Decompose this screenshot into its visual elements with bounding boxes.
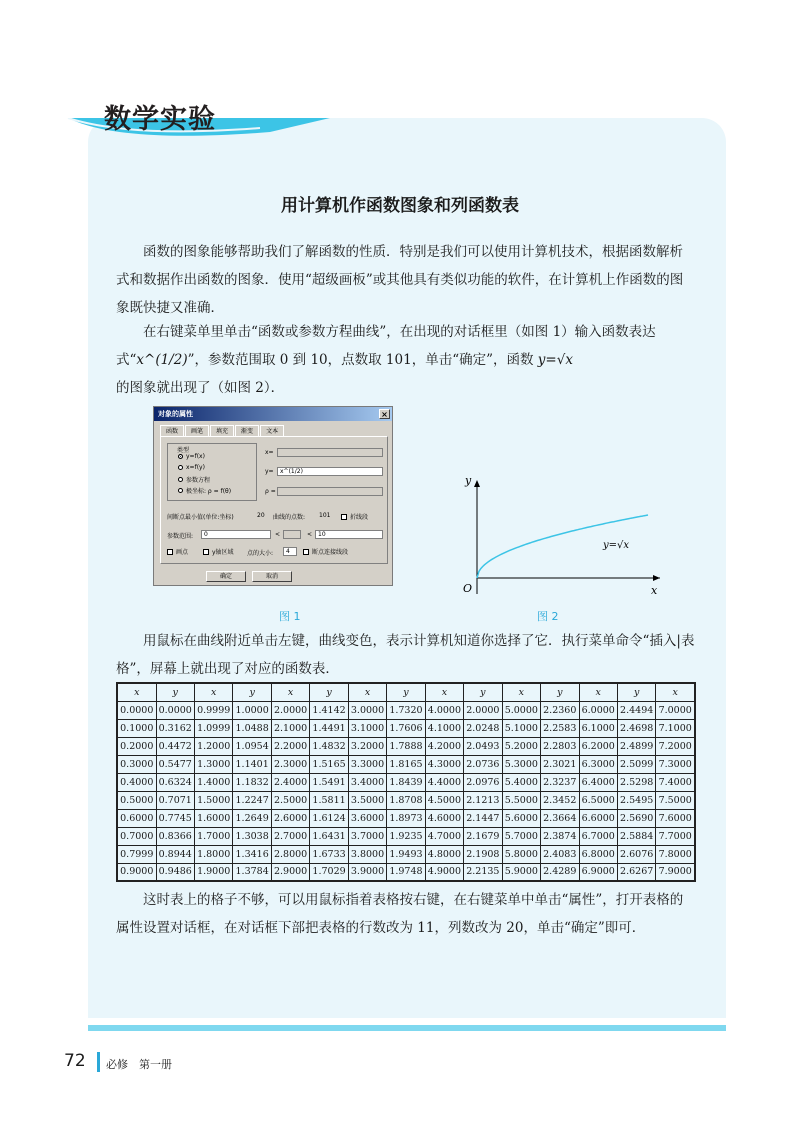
- radio-label: 极坐标: ρ = f(θ): [186, 488, 232, 495]
- table-cell: 1.2000: [194, 737, 232, 755]
- table-cell: 2.1447: [464, 809, 502, 827]
- table-row: [117, 791, 695, 809]
- table-cell: 1.3000: [194, 755, 232, 773]
- table-cell: 1.5000: [194, 791, 232, 809]
- points-value[interactable]: 101: [319, 512, 331, 519]
- table-cell: 3.4000: [348, 773, 386, 791]
- table-cell: 7.1000: [656, 719, 695, 737]
- y-arrow-icon: [474, 480, 480, 487]
- table-row: [117, 719, 695, 737]
- table-cell: 4.4000: [425, 773, 463, 791]
- section-title: 数学实验: [104, 104, 216, 135]
- table-header-cell: x: [117, 683, 156, 701]
- y-region-checkbox[interactable]: [203, 547, 234, 556]
- table-header-cell: x: [502, 683, 540, 701]
- table-cell: 6.9000: [579, 863, 617, 881]
- table-cell: 1.1401: [233, 755, 271, 773]
- table-cell: 2.3664: [541, 809, 579, 827]
- table-cell: 5.7000: [502, 827, 540, 845]
- table-row: [117, 809, 695, 827]
- table-cell: 2.2803: [541, 737, 579, 755]
- table-cell: 1.0000: [233, 701, 271, 719]
- table-cell: 2.2000: [271, 737, 309, 755]
- checkbox-icon: [303, 549, 309, 555]
- table-cell: 0.7000: [117, 827, 156, 845]
- paragraph-instructions: [116, 318, 696, 402]
- paragraph-2: [116, 318, 696, 374]
- curve-label: y=√x: [603, 540, 630, 551]
- range-from-field[interactable]: 0: [201, 530, 271, 539]
- paragraph-1: 函数的图象能够帮助我们了解函数的性质．特别是我们可以使用计算机技术，根据函数解析式和数据作出函数的图象．使用“超级画板”或其他具有类似功能的软件，在计算机上作函数的图象既快捷又准确．: [116, 244, 684, 316]
- table-cell: 1.6000: [194, 809, 232, 827]
- connect-checkbox[interactable]: [303, 547, 348, 556]
- x-field[interactable]: [277, 448, 383, 457]
- table-cell: 5.6000: [502, 809, 540, 827]
- less-than-1: <: [275, 531, 281, 538]
- expression: x^(1/2): [136, 352, 188, 368]
- table-header-cell: y: [233, 683, 271, 701]
- table-cell: 3.1000: [348, 719, 386, 737]
- table-cell: 1.9235: [387, 827, 425, 845]
- paragraph-2-end: 的图象就出现了（如图 2）．: [116, 380, 285, 396]
- table-row: [117, 827, 695, 845]
- table-cell: 1.6431: [310, 827, 348, 845]
- table-cell: 1.0954: [233, 737, 271, 755]
- table-cell: 2.6000: [271, 809, 309, 827]
- paragraph-4: 这时表上的格子不够，可以用鼠标指着表格按右键，在右键菜单中单击“属性”，打开表格的属性设置对话框，在对话框下部把表格的行数改为 11，列数改为 20，单击“确定”即可．: [116, 892, 684, 936]
- table-cell: 0.6000: [117, 809, 156, 827]
- points-label: 曲线的点数:: [273, 514, 306, 521]
- polyline-label: 折线段: [350, 514, 369, 521]
- table-cell: 2.3874: [541, 827, 579, 845]
- checkbox-icon: [203, 549, 209, 555]
- table-cell: 5.9000: [502, 863, 540, 881]
- table-cell: 2.0248: [464, 719, 502, 737]
- table-cell: 4.8000: [425, 845, 463, 863]
- table-cell: 4.5000: [425, 791, 463, 809]
- table-cell: 0.5477: [156, 755, 194, 773]
- table-row: [117, 737, 695, 755]
- table-cell: 7.2000: [656, 737, 695, 755]
- table-cell: 0.9486: [156, 863, 194, 881]
- table-cell: 5.3000: [502, 755, 540, 773]
- table-cell: 2.5690: [617, 809, 655, 827]
- table-row: [117, 755, 695, 773]
- table-cell: 7.5000: [656, 791, 695, 809]
- paragraph-select: [116, 627, 696, 683]
- table-cell: 7.4000: [656, 773, 695, 791]
- table-cell: 1.4142: [310, 701, 348, 719]
- table-cell: 1.9000: [194, 863, 232, 881]
- table-cell: 1.6124: [310, 809, 348, 827]
- table-cell: 1.0999: [194, 719, 232, 737]
- table-cell: 4.1000: [425, 719, 463, 737]
- table-cell: 4.6000: [425, 809, 463, 827]
- radio-label: 参数方程: [186, 477, 211, 484]
- table-cell: 5.4000: [502, 773, 540, 791]
- table-cell: 4.9000: [425, 863, 463, 881]
- table-cell: 3.6000: [348, 809, 386, 827]
- table-cell: 0.7999: [117, 845, 156, 863]
- table-cell: 1.3416: [233, 845, 271, 863]
- radio-dot-icon: [178, 454, 183, 459]
- table-cell: 2.0000: [464, 701, 502, 719]
- caption-figure-2: 图 2: [537, 610, 559, 623]
- table-header-cell: y: [617, 683, 655, 701]
- table-cell: 1.9748: [387, 863, 425, 881]
- table-cell: 0.7071: [156, 791, 194, 809]
- table-header-cell: y: [156, 683, 194, 701]
- radio-polar[interactable]: [178, 486, 231, 495]
- table-cell: 1.5811: [310, 791, 348, 809]
- table-cell: 2.4494: [617, 701, 655, 719]
- table-cell: 3.5000: [348, 791, 386, 809]
- radio-label: x=f(y): [186, 464, 205, 471]
- table-cell: 2.3237: [541, 773, 579, 791]
- bottom-rule: [88, 1025, 726, 1031]
- table-cell: 0.5000: [117, 791, 156, 809]
- table-cell: 6.5000: [579, 791, 617, 809]
- tab-text[interactable]: 文本: [260, 425, 284, 436]
- page-divider: [97, 1052, 100, 1072]
- tab-fill[interactable]: 填充: [210, 425, 234, 436]
- paragraph-3: 用鼠标在曲线附近单击左键，曲线变色，表示计算机知道你选择了它．执行菜单命令“插入|表格”，屏幕上就出现了对应的函数表．: [116, 633, 695, 677]
- checkbox-icon: [167, 549, 173, 555]
- tab-function[interactable]: 函数: [160, 425, 184, 436]
- table-cell: 0.4000: [117, 773, 156, 791]
- table-cell: 0.9000: [117, 863, 156, 881]
- table-body: [117, 701, 695, 881]
- page-heading: 用计算机作函数图象和列函数表: [281, 196, 519, 216]
- param-field[interactable]: [283, 530, 301, 539]
- table-cell: 6.1000: [579, 719, 617, 737]
- table-cell: 2.8000: [271, 845, 309, 863]
- y-region-label: y轴区域: [212, 549, 234, 556]
- table-cell: 7.6000: [656, 809, 695, 827]
- table-cell: 5.0000: [502, 701, 540, 719]
- table-header-cell: y: [541, 683, 579, 701]
- table-cell: 2.4083: [541, 845, 579, 863]
- draw-points-label: 画点: [176, 549, 189, 556]
- table-cell: 1.7320: [387, 701, 425, 719]
- x-axis-label: x: [651, 584, 658, 597]
- table-cell: 6.7000: [579, 827, 617, 845]
- table-cell: 3.9000: [348, 863, 386, 881]
- radio-dot-icon: [178, 465, 183, 470]
- properties-dialog: [153, 406, 393, 586]
- table-cell: 1.7606: [387, 719, 425, 737]
- table-header-cell: x: [271, 683, 309, 701]
- radio-parametric[interactable]: [178, 475, 210, 484]
- table-cell: 0.8944: [156, 845, 194, 863]
- table-row: [117, 845, 695, 863]
- table-cell: 1.8973: [387, 809, 425, 827]
- checkbox-icon: [341, 514, 347, 520]
- x-label: x=: [265, 449, 274, 456]
- table-cell: 2.0493: [464, 737, 502, 755]
- table-header-cell: y: [464, 683, 502, 701]
- table-cell: 2.4698: [617, 719, 655, 737]
- table-cell: 0.1000: [117, 719, 156, 737]
- table-cell: 2.5099: [617, 755, 655, 773]
- table-cell: 1.7029: [310, 863, 348, 881]
- table-cell: 2.4899: [617, 737, 655, 755]
- table-cell: 1.2649: [233, 809, 271, 827]
- table-cell: 2.6267: [617, 863, 655, 881]
- table-cell: 7.0000: [656, 701, 695, 719]
- table-header-cell: x: [194, 683, 232, 701]
- table-cell: 1.3784: [233, 863, 271, 881]
- table-cell: 0.0000: [117, 701, 156, 719]
- table-cell: 2.2583: [541, 719, 579, 737]
- table-cell: 3.3000: [348, 755, 386, 773]
- table-cell: 6.2000: [579, 737, 617, 755]
- table-cell: 2.4000: [271, 773, 309, 791]
- table-cell: 6.6000: [579, 809, 617, 827]
- table-cell: 4.2000: [425, 737, 463, 755]
- table-cell: 2.2360: [541, 701, 579, 719]
- table-cell: 2.4289: [541, 863, 579, 881]
- close-icon[interactable]: ×: [379, 409, 390, 419]
- table-cell: 1.7000: [194, 827, 232, 845]
- table-cell: 1.8708: [387, 791, 425, 809]
- table-cell: 3.2000: [348, 737, 386, 755]
- table-cell: 0.7745: [156, 809, 194, 827]
- type-group: [167, 443, 257, 501]
- table-cell: 0.4472: [156, 737, 194, 755]
- table-cell: 0.3000: [117, 755, 156, 773]
- table-cell: 2.0000: [271, 701, 309, 719]
- table-cell: 3.8000: [348, 845, 386, 863]
- radio-dot-icon: [178, 488, 183, 493]
- table-header-cell: x: [579, 683, 617, 701]
- radio-x-fy[interactable]: [178, 464, 205, 471]
- table-cell: 3.7000: [348, 827, 386, 845]
- table-cell: 1.5491: [310, 773, 348, 791]
- table-cell: 2.5000: [271, 791, 309, 809]
- draw-points-checkbox[interactable]: [167, 547, 188, 556]
- y-label: y=: [265, 468, 274, 475]
- table-cell: 3.0000: [348, 701, 386, 719]
- para2-part-b: ”，参数范围取 0 到 10，点数取 101，单击“确定”，函数: [187, 352, 538, 368]
- polyline-checkbox[interactable]: [341, 512, 368, 521]
- rho-label: ρ =: [265, 488, 276, 495]
- table-cell: 5.8000: [502, 845, 540, 863]
- table-cell: 2.5495: [617, 791, 655, 809]
- table-cell: 2.3021: [541, 755, 579, 773]
- table-cell: 6.4000: [579, 773, 617, 791]
- table-cell: 2.3000: [271, 755, 309, 773]
- table-cell: 2.5298: [617, 773, 655, 791]
- cancel-button[interactable]: 取消: [252, 571, 292, 582]
- table-cell: 2.0976: [464, 773, 502, 791]
- interval-label: 间断点最小值(单位:坐标): [167, 514, 234, 521]
- table-cell: 2.5884: [617, 827, 655, 845]
- table-cell: 4.0000: [425, 701, 463, 719]
- table-cell: 2.1000: [271, 719, 309, 737]
- page-number: 72: [64, 1051, 86, 1071]
- table-cell: 4.3000: [425, 755, 463, 773]
- table-cell: 1.2247: [233, 791, 271, 809]
- table-cell: 2.1679: [464, 827, 502, 845]
- dialog-titlebar: [154, 407, 392, 421]
- table-cell: 2.3452: [541, 791, 579, 809]
- table-cell: 1.7888: [387, 737, 425, 755]
- table-cell: 7.9000: [656, 863, 695, 881]
- table-cell: 0.2000: [117, 737, 156, 755]
- table-header-cell: y: [387, 683, 425, 701]
- type-group-label: 类型: [177, 447, 190, 454]
- paragraph-resize: [116, 886, 696, 942]
- connect-label: 断点连接线段: [312, 549, 349, 556]
- table-cell: 1.3038: [233, 827, 271, 845]
- dialog-body: [160, 436, 388, 564]
- table-cell: 1.6733: [310, 845, 348, 863]
- table-cell: 0.9999: [194, 701, 232, 719]
- x-arrow-icon: [653, 575, 660, 581]
- radio-label: y=f(x): [186, 453, 205, 460]
- table-cell: 2.7000: [271, 827, 309, 845]
- table-cell: 1.4000: [194, 773, 232, 791]
- table-cell: 2.1908: [464, 845, 502, 863]
- table-cell: 6.0000: [579, 701, 617, 719]
- table-cell: 6.8000: [579, 845, 617, 863]
- range-to-field[interactable]: 10: [315, 530, 383, 539]
- book-label: 必修 第一册: [106, 1058, 172, 1071]
- table-row: [117, 863, 695, 881]
- table-cell: 1.8000: [194, 845, 232, 863]
- table-cell: 4.7000: [425, 827, 463, 845]
- table-header-cell: x: [348, 683, 386, 701]
- table-cell: 2.1213: [464, 791, 502, 809]
- paragraph-intro: [116, 238, 696, 322]
- sqrt-graph: [455, 470, 670, 600]
- range-label: 参数范围:: [167, 533, 194, 540]
- table-cell: 0.3162: [156, 719, 194, 737]
- ok-button[interactable]: 确定: [206, 571, 246, 582]
- point-size-label: 点的大小:: [247, 550, 274, 557]
- table-cell: 1.4491: [310, 719, 348, 737]
- radio-dot-icon: [178, 477, 183, 482]
- table-header-cell: x: [425, 683, 463, 701]
- table-cell: 1.5165: [310, 755, 348, 773]
- caption-figure-1: 图 1: [279, 610, 301, 623]
- table-cell: 7.3000: [656, 755, 695, 773]
- table-cell: 0.0000: [156, 701, 194, 719]
- y-axis-label: y: [465, 474, 472, 487]
- point-size-field[interactable]: 4: [283, 547, 297, 556]
- table-cell: 5.2000: [502, 737, 540, 755]
- table-cell: 7.8000: [656, 845, 695, 863]
- table-cell: 2.0736: [464, 755, 502, 773]
- table-cell: 1.1832: [233, 773, 271, 791]
- tab-gradient[interactable]: 渐变: [235, 425, 259, 436]
- y-expression-field[interactable]: x^(1/2): [277, 467, 383, 476]
- less-than-2: <: [307, 531, 313, 538]
- dialog-title: 对象的属性: [158, 410, 193, 418]
- table-cell: 1.8165: [387, 755, 425, 773]
- table-cell: 1.8439: [387, 773, 425, 791]
- table-cell: 1.9493: [387, 845, 425, 863]
- interval-value[interactable]: 20: [257, 512, 265, 519]
- table-header-cell: y: [310, 683, 348, 701]
- radio-y-fx[interactable]: [178, 453, 205, 460]
- para2-part-a: 在右键菜单里单击“函数或参数方程曲线”，在出现的对话框里（如图 1）输入函数表达式“: [116, 324, 656, 368]
- dialog-tabs: [160, 425, 285, 436]
- rho-field[interactable]: [277, 487, 383, 496]
- table-cell: 5.5000: [502, 791, 540, 809]
- table-cell: 2.6076: [617, 845, 655, 863]
- table-row: [117, 701, 695, 719]
- table-cell: 0.6324: [156, 773, 194, 791]
- table-cell: 6.3000: [579, 755, 617, 773]
- function-table: [116, 682, 696, 882]
- function-formula: y=√x: [537, 352, 573, 368]
- table-cell: 1.0488: [233, 719, 271, 737]
- table-cell: 7.7000: [656, 827, 695, 845]
- table-header-row: [117, 683, 695, 701]
- table-cell: 2.9000: [271, 863, 309, 881]
- table-row: [117, 773, 695, 791]
- table-cell: 1.4832: [310, 737, 348, 755]
- table-cell: 2.2135: [464, 863, 502, 881]
- table-cell: 0.8366: [156, 827, 194, 845]
- tab-pen[interactable]: 画笔: [185, 425, 209, 436]
- table-cell: 5.1000: [502, 719, 540, 737]
- table-header-cell: x: [656, 683, 695, 701]
- origin-label: O: [463, 582, 473, 595]
